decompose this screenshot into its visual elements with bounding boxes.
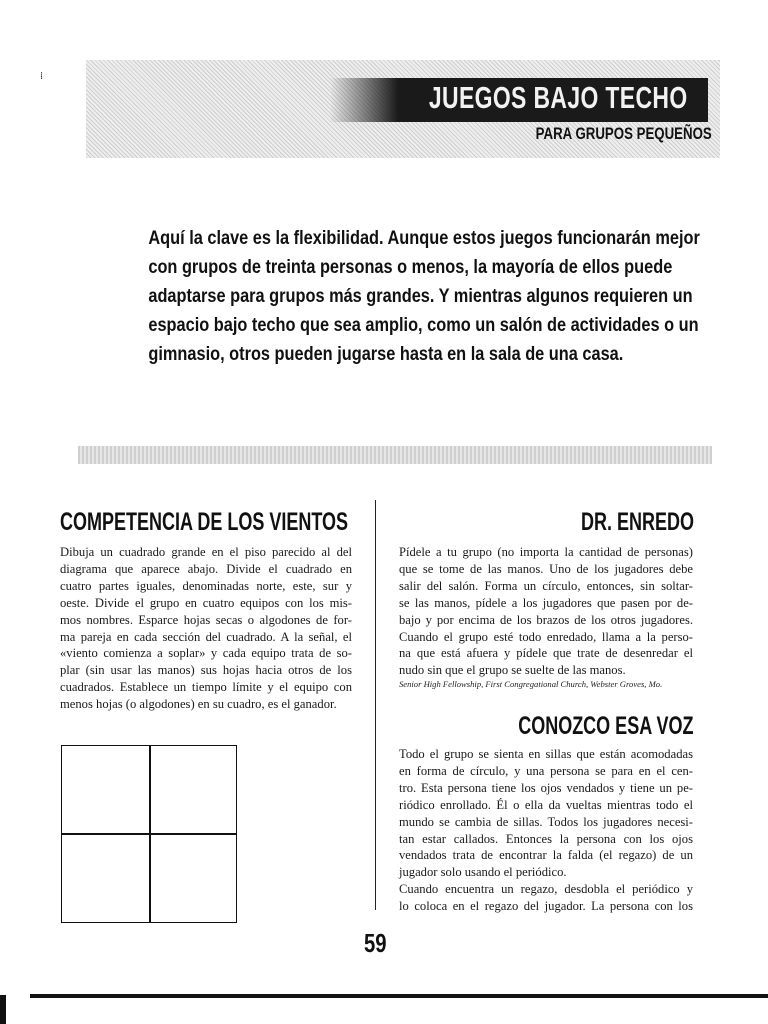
body-line: mos nombres. Esparce hojas secas o algodones de for-: [60, 612, 352, 627]
column-rule: [375, 500, 376, 910]
title-block: [330, 78, 708, 122]
intro-line: espacio bajo techo que sea amplio, como un salón de actividades o un: [148, 315, 699, 336]
body-line: cuadrados. Establece un tiempo límite y el equipo con: [60, 680, 352, 695]
section-body-competencia: [60, 544, 352, 713]
section-body-enredo: [399, 544, 693, 679]
body-line: que se tome de las manos. Uno de los jugadores debe: [399, 561, 693, 576]
section-credit: Senior High Fellowship, First Congregational Church, Webster Groves, Mo.: [399, 679, 663, 689]
page-title: JUEGOS BAJO TECHO: [429, 80, 688, 115]
body-line: cuatro partes iguales, denominadas norte, este, sur y: [60, 578, 352, 593]
body-line: «viento comienza a soplar» y cada equipo trata de so-: [60, 646, 352, 661]
bottom-rule: [30, 994, 768, 998]
section-title-enredo: DR. ENREDO: [580, 508, 694, 536]
edge-mark: [0, 995, 6, 1024]
body-line: ma pareja en cada sección del cuadrado. A la señal, el: [60, 629, 352, 644]
body-line: tro. Esta persona tiene los ojos vendados y tiene un pe-: [399, 780, 693, 795]
body-line: na que está afuera y pídele que trate de desenredar el: [399, 646, 693, 661]
body-line: Pídele a tu grupo (no importa la cantidad de personas): [399, 545, 693, 559]
intro-line: Aquí la clave es la flexibilidad. Aunque estos juegos funcionarán mejor: [148, 228, 700, 249]
intro-line: adaptarse para grupos más grandes. Y mientras algunos requieren un: [148, 286, 693, 307]
section-body-conozco: [399, 746, 693, 915]
intro-line: con grupos de treinta personas o menos, la mayoría de ellos puede: [148, 257, 673, 278]
margin-mark: ⁞: [40, 71, 44, 82]
body-line: oeste. Divide el grupo en cuatro equipos con los mis-: [60, 595, 352, 610]
body-line: plar (sin usar las manos) sus hojas hacia otros de los: [60, 663, 352, 678]
intro-line: gimnasio, otros pueden jugarse hasta en la sala de una casa.: [148, 344, 624, 365]
body-line: jugador solo usando el periódico.: [399, 865, 567, 880]
body-line: se las manos, pídele a los jugadores que pasen por de-: [399, 595, 693, 610]
body-line: salir del salón. Forma un círculo, entonces, sin soltar-: [399, 578, 693, 593]
body-line: diagrama que aparece abajo. Divide el cuadrado en: [60, 561, 352, 576]
body-line: bajo y por encima de los brazos de los otros jugadores.: [399, 612, 693, 627]
body-line: Cuando encuentra un regazo, desdobla el periódico y: [399, 882, 693, 897]
square-diagram: [61, 745, 237, 923]
page-number: 59: [364, 928, 387, 958]
body-line: tan estar callados. Entonces la persona con los ojos: [399, 831, 693, 846]
body-line: mundo se cambia de sillas. Todos los jugadores necesi-: [399, 814, 693, 829]
body-line: en forma de círculo, y una persona se para en el cen-: [399, 763, 693, 778]
diagram-horizontal-line: [62, 833, 236, 835]
body-line: riódico enrollado. Él o ella da vueltas mientras todo el: [399, 797, 693, 812]
body-line: Cuando el grupo esté todo enredado, llama a la perso-: [399, 629, 693, 644]
section-title-conozco: CONOZCO ESA VOZ: [518, 712, 694, 740]
section-divider: [78, 446, 712, 464]
page-subtitle: PARA GRUPOS PEQUEÑOS: [535, 124, 712, 143]
body-line: Todo el grupo se sienta en sillas que están acomodadas: [399, 747, 693, 761]
body-line: lo coloca en el regazo del jugador. La persona con los: [399, 899, 693, 914]
body-line: vendados trata de encontrar la falda (el regazo) de un: [399, 848, 693, 863]
body-line: Dibuja un cuadrado grande en el piso parecido al del: [60, 545, 352, 559]
intro-paragraph: [110, 224, 700, 369]
body-line: menos hojas (o algodones) en su cuadro, es el ganador.: [60, 697, 337, 712]
body-line: nudo sin que el grupo se suelte de las manos.: [399, 663, 626, 678]
section-title-competencia: COMPETENCIA DE LOS VIENTOS: [60, 508, 349, 536]
